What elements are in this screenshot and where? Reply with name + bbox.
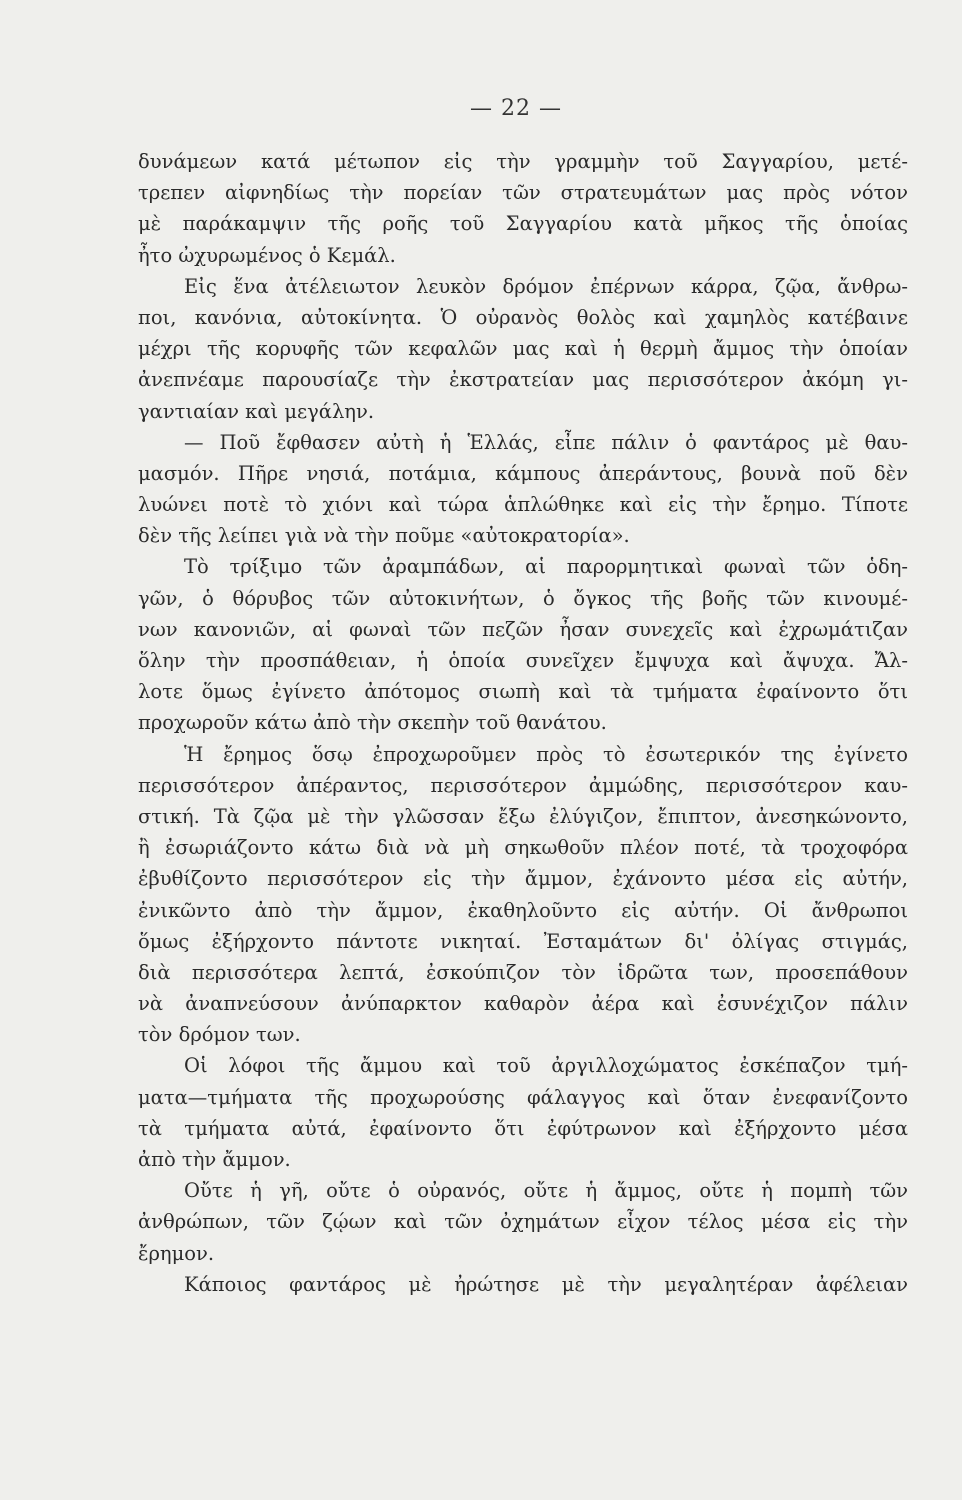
text-line: γαντιαίαν καὶ μεγάλην. xyxy=(138,399,375,423)
text-line: ὅλην τὴν προσπάθειαν, ἡ ὁποία συνεῖχεν ἔμψυχα καὶ ἄψυχα. Ἄλ- xyxy=(138,649,908,672)
text-line: μασμόν. Πῆρε νησιά, ποτάμια, κάμπους ἀπεράντους, βουνὰ ποῦ δὲν xyxy=(138,461,908,485)
text-line: Εἰς ἕνα ἀτέλειωτον λευκὸν δρόμον ἐπέρνων κάρρα, ζῷα, ἄνθρω- xyxy=(184,274,908,298)
text-line: δυνάμεων κατά μέτωπον εἰς τὴν γραμμὴν τοῦ Σαγγαρίου, μετέ- xyxy=(138,150,908,173)
text-line: ματα—τμήματα τῆς προχωρούσης φάλαγγος καὶ ὅταν ἐνεφανίζοντο xyxy=(138,1085,908,1109)
text-line: τρεπεν αἰφνηδίως τὴν πορείαν τῶν στρατευμάτων μας πρὸς νότον xyxy=(138,181,908,205)
text-line: νων κανονιῶν, αἱ φωναὶ τῶν πεζῶν ἦσαν συνεχεῖς καὶ ἐχρωμάτιζαν xyxy=(138,617,908,641)
text-line: ἢ ἐσωριάζοντο κάτω διὰ νὰ μὴ σηκωθοῦν πλέον ποτέ, τὰ τροχοφόρα xyxy=(138,836,908,860)
page-number: — 22 — xyxy=(470,96,562,121)
text-line: — Ποῦ ἔφθασεν αὐτὴ ἡ Ἑλλάς, εἶπε πάλιν ὁ φαντάρος μὲ θαυ- xyxy=(184,430,908,454)
text-line: μέχρι τῆς κορυφῆς τῶν κεφαλῶν μας καὶ ἡ θερμὴ ἄμμος τὴν ὁποίαν xyxy=(138,337,908,361)
body-text xyxy=(138,146,908,1300)
text-line: Ἡ ἔρημος ὅσῳ ἐπροχωροῦμεν πρὸς τὸ ἐσωτερικόν της ἐγίνετο xyxy=(184,742,908,766)
text-line: στική. Τὰ ζῷα μὲ τὴν γλῶσσαν ἔξω ἐλύγιζον, ἔπιπτον, ἀνεσηκώνοντο, xyxy=(138,804,908,828)
text-line: μὲ παράκαμψιν τῆς ροῆς τοῦ Σαγγαρίου κατὰ μῆκος τῆς ὁποίας xyxy=(138,212,908,236)
text-line: ἔρημον. xyxy=(138,1241,215,1265)
text-line: ἐνικῶντο ἀπὸ τὴν ἄμμον, ἐκαθηλοῦντο εἰς αὐτήν. Οἱ ἄνθρωποι xyxy=(138,898,908,922)
text-line: τὸν δρόμον των. xyxy=(138,1023,301,1047)
text-line: ἐβυθίζοντο περισσότερον εἰς τὴν ἄμμον, ἐχάνοντο μέσα εἰς αὐτήν, xyxy=(138,867,908,891)
text-line: τὰ τμήματα αὐτά, ἐφαίνοντο ὅτι ἐφύτρωνον καὶ ἐξήρχοντο μέσα xyxy=(138,1116,908,1140)
text-line: διὰ περισσότερα λεπτά, ἐσκούπιζον τὸν ἱδρῶτα των, προσεπάθουν xyxy=(138,960,908,984)
text-line: Οὔτε ἡ γῆ, οὔτε ὁ οὐρανός, οὔτε ἡ ἄμμος, οὔτε ἡ πομπὴ τῶν xyxy=(184,1179,908,1203)
text-line: Τὸ τρίξιμο τῶν ἀραμπάδων, αἱ παρορμητικαὶ φωναὶ τῶν ὁδη- xyxy=(184,555,908,579)
text-line: ὅμως ἐξήρχοντο πάντοτε νικηταί. Ἐσταμάτων δι' ὀλίγας στιγμάς, xyxy=(138,929,908,953)
text-line: ἀπὸ τὴν ἄμμον. xyxy=(138,1148,291,1171)
text-line: ἀνθρώπων, τῶν ζῴων καὶ τῶν ὀχημάτων εἶχον τέλος μέσα εἰς τὴν xyxy=(138,1210,908,1234)
text-line: προχωροῦν κάτω ἀπὸ τὴν σκεπὴν τοῦ θανάτου. xyxy=(138,711,607,735)
text-line: ποι, κανόνια, αὐτοκίνητα. Ὁ οὐρανὸς θολὸς καὶ χαμηλὸς κατέβαινε xyxy=(138,305,908,329)
text-line: Κάποιος φαντάρος μὲ ἠρώτησε μὲ τὴν μεγαλητέραν ἀφέλειαν xyxy=(184,1272,908,1296)
text-line: ἦτο ὠχυρωμένος ὁ Κεμάλ. xyxy=(138,243,396,267)
text-line: δὲν τῆς λείπει γιὰ νὰ τὴν ποῦμε «αὐτοκρατορία». xyxy=(138,524,630,548)
text-line: γῶν, ὁ θόρυβος τῶν αὐτοκινήτων, ὁ ὄγκος τῆς βοῆς τῶν κινουμέ- xyxy=(138,586,908,610)
text-line: περισσότερον ἀπέραντος, περισσότερον ἀμμώδης, περισσότερον καυ- xyxy=(138,773,908,797)
text-line: ἀνεπνέαμε παρουσίαζε τὴν ἐκστρατείαν μας περισσότερον ἀκόμη γι- xyxy=(138,368,908,392)
text-line: Οἱ λόφοι τῆς ἄμμου καὶ τοῦ ἀργιλλοχώματος ἐσκέπαζον τμή- xyxy=(184,1054,908,1078)
text-line: νὰ ἀναπνεύσουν ἀνύπαρκτον καθαρὸν ἀέρα καὶ ἐσυνέχιζον πάλιν xyxy=(138,992,908,1016)
text-line: λυώνει ποτὲ τὸ χιόνι καὶ τώρα ἁπλώθηκε καὶ εἰς τὴν ἔρημο. Τίποτε xyxy=(138,493,908,517)
text-line: λοτε ὅμως ἐγίνετο ἀπότομος σιωπὴ καὶ τὰ τμήματα ἐφαίνοντο ὅτι xyxy=(138,680,908,704)
